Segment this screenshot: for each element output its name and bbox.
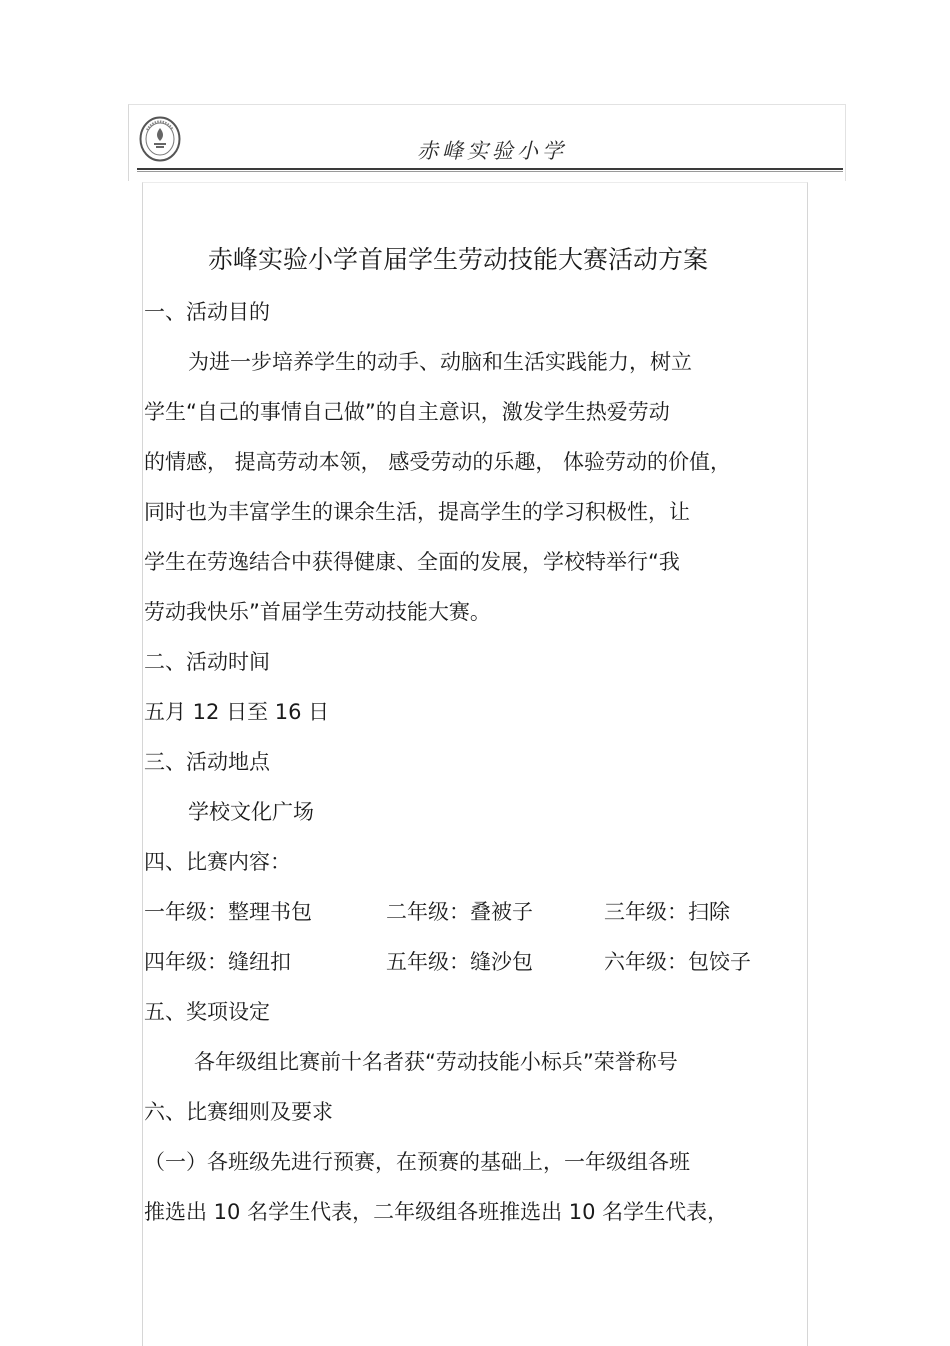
section-2-content: 五月 12 日至 16 日 [144, 700, 330, 724]
section-1-line-5: 学生在劳逸结合中获得健康、全面的发展，学校特举行“我 [144, 550, 680, 574]
grade-5-item: 五年级：缝沙包 [386, 950, 533, 974]
section-3-heading: 三、活动地点 [144, 750, 270, 774]
school-name: 赤峰实验小学 [417, 139, 567, 163]
section-1-line-2: 学生“自己的事情自己做”的自主意识，激发学生热爱劳动 [144, 400, 670, 424]
section-1-line-4: 同时也为丰富学生的课余生活，提高学生的学习积极性，让 [144, 500, 690, 524]
section-6-line-1: （一）各班级先进行预赛，在预赛的基础上，一年级组各班 [144, 1150, 690, 1174]
grade-4-item: 四年级：缝纽扣 [144, 950, 291, 974]
letterhead [128, 104, 846, 181]
section-1-heading: 一、活动目的 [144, 300, 270, 324]
school-seal-icon [139, 116, 181, 162]
header-rule-thin [137, 171, 843, 172]
document-title: 赤峰实验小学首届学生劳动技能大赛活动方案 [208, 245, 709, 274]
grade-3-item: 三年级：扫除 [604, 900, 730, 924]
grade-2-item: 二年级：叠被子 [386, 900, 533, 924]
section-5-heading: 五、奖项设定 [144, 1000, 270, 1024]
section-1-line-3: 的情感， 提高劳动本领， 感受劳动的乐趣， 体验劳动的价值， [144, 450, 732, 474]
section-6-heading: 六、比赛细则及要求 [144, 1100, 333, 1124]
section-3-content: 学校文化广场 [188, 800, 314, 824]
section-1-line-1: 为进一步培养学生的动手、动脑和生活实践能力，树立 [188, 350, 692, 374]
section-6-line-2: 推选出 10 名学生代表，二年级组各班推选出 10 名学生代表， [144, 1200, 729, 1224]
section-5-content: 各年级组比赛前十名者获“劳动技能小标兵”荣誉称号 [194, 1050, 678, 1074]
grade-1-item: 一年级：整理书包 [144, 900, 312, 924]
section-2-heading: 二、活动时间 [144, 650, 270, 674]
section-1-line-6: 劳动我快乐”首届学生劳动技能大赛。 [144, 600, 491, 624]
section-4-heading: 四、比赛内容： [144, 850, 291, 874]
grade-6-item: 六年级：包饺子 [604, 950, 751, 974]
header-rule [137, 168, 843, 170]
